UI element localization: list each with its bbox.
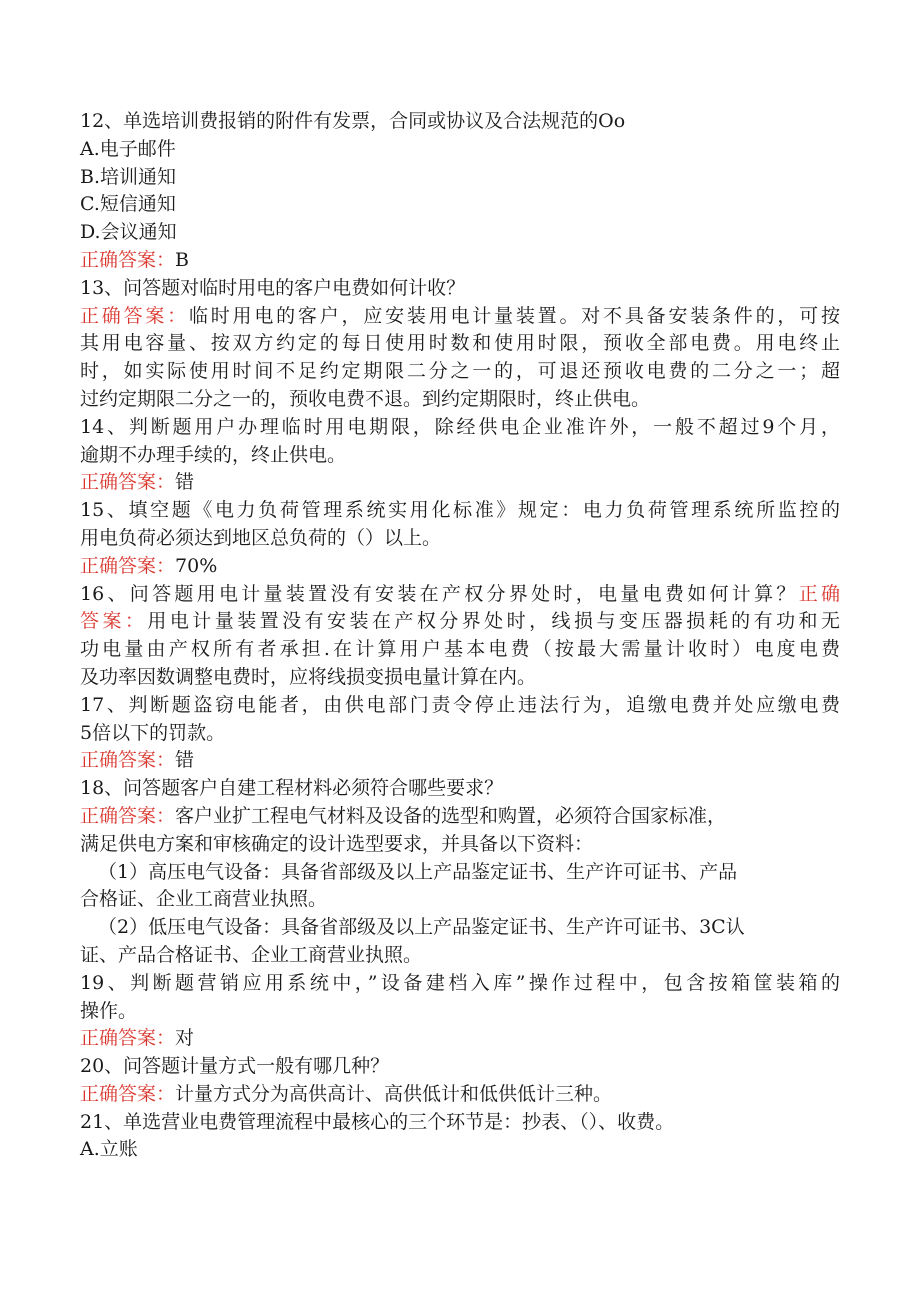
option-d: D.会议通知	[80, 221, 177, 244]
question-17-line-2: 5倍以下的罚款。	[80, 721, 226, 744]
answer-label: 正确答案：	[80, 554, 176, 577]
answer-value: 错	[175, 749, 195, 772]
answer-15	[80, 553, 840, 581]
answer-label-part-2: 答案：	[80, 610, 148, 633]
answer-value: 对	[175, 1027, 195, 1050]
answer-13-line-3: 时，如实际使用时间不足约定期限二分之一的，可退还预收电费的二分之一；超	[80, 360, 840, 383]
answer-label: 正确答案：	[80, 304, 189, 327]
answer-value: 70%	[175, 554, 218, 577]
option-a: A.立账	[80, 1138, 138, 1161]
answer-13-line-4: 过约定期限二分之一的，预收电费不退。到约定期限时，终止供电。	[80, 387, 651, 410]
question-20: 20、问答题计量方式一般有哪几种？	[80, 1055, 390, 1078]
question-19-line-1: 19、判断题营销应用系统中，”设备建档入库”操作过程中，包含按箱筐装箱的	[80, 971, 840, 994]
question-16	[80, 581, 840, 609]
answer-label: 正确答案：	[80, 804, 176, 827]
answer-13-line-2: 其用电容量、按双方约定的每日使用时数和使用时限，预收全部电费。用电终止	[80, 332, 840, 355]
question-19-line-2: 操作。	[80, 999, 138, 1022]
question-18: 18、问答题客户自建工程材料必须符合哪些要求？	[80, 777, 504, 800]
answer-label: 正确答案：	[80, 471, 176, 494]
answer-text: 客户业扩工程电气材料及设备的选型和购置，必须符合国家标准，	[175, 804, 727, 827]
option-c: C.短信通知	[80, 193, 176, 216]
answer-value: B	[175, 248, 189, 271]
answer-text: 用电计量装置没有安装在产权分界处时，线损与变压器损耗的有功和无	[147, 610, 840, 633]
answer-13-line-1	[80, 303, 840, 331]
answer-19	[80, 1025, 840, 1053]
answer-16-line-3: 及功率因数调整电费时，应将线损变损电量计算在内。	[80, 665, 537, 688]
question-14-line-2: 逾期不办理手续的，终止供电。	[80, 443, 347, 466]
document-page	[80, 108, 840, 1164]
question-17-line-1: 17、判断题盗窃电能者，由供电部门责令停止违法行为，追缴电费并处应缴电费	[80, 693, 840, 716]
answer-label: 正确答案：	[80, 749, 176, 772]
question-15-line-2: 用电负荷必须达到地区总负荷的（）以上。	[80, 526, 442, 549]
answer-18-line-1	[80, 803, 840, 831]
question-15-line-1: 15、填空题《电力负荷管理系统实用化标准》规定：电力负荷管理系统所监控的	[80, 499, 840, 522]
answer-16-line-1	[80, 608, 840, 636]
question-13: 13、问答题对临时用电的客户电费如何计收？	[80, 276, 466, 299]
answer-label-part-1: 正确	[798, 582, 840, 605]
question-12: 12、单选培训费报销的附件有发票，合同或协议及合法规范的Oo	[80, 110, 626, 132]
answer-12	[80, 247, 840, 275]
option-b: B.培训通知	[80, 165, 177, 188]
answer-16-line-2: 功电量由产权所有者承担.在计算用户基本电费（按最大需量计收时）电度电费	[80, 638, 840, 661]
answer-18-line-4: 合格证、企业工商营业执照。	[80, 888, 328, 911]
answer-14	[80, 469, 840, 497]
answer-text: 计量方式分为高供高计、高供低计和低供低计三种。	[175, 1082, 613, 1105]
answer-text: 临时用电的客户，应安装用电计量装置。对不具备安装条件的，可按	[188, 304, 840, 327]
answer-18-line-5: （2）低压电气设备：具备省部级及以上产品鉴定证书、生产许可证书、3C认	[98, 916, 745, 939]
answer-18-line-2: 满足供电方案和审核确定的设计选型要求，并具备以下资料：	[80, 832, 594, 855]
option-a: A.电子邮件	[80, 137, 176, 160]
answer-label: 正确答案：	[80, 248, 176, 271]
question-21: 21、单选营业电费管理流程中最核心的三个环节是：抄表、（）、收费。	[80, 1110, 675, 1133]
answer-18-line-6: 证、产品合格证书、企业工商营业执照。	[80, 943, 423, 966]
question-14-line-1: 14、判断题用户办理临时用电期限，除经供电企业准许外，一般不超过9个月，	[80, 415, 840, 438]
answer-label: 正确答案：	[80, 1082, 176, 1105]
answer-value: 错	[175, 471, 195, 494]
answer-20	[80, 1081, 840, 1109]
answer-18-line-3: （1）高压电气设备：具备省部级及以上产品鉴定证书、生产许可证书、产品	[98, 860, 738, 883]
answer-17	[80, 747, 840, 775]
question-text: 16、问答题用电计量装置没有安装在产权分界处时，电量电费如何计算？	[80, 582, 799, 605]
answer-label: 正确答案：	[80, 1027, 176, 1050]
